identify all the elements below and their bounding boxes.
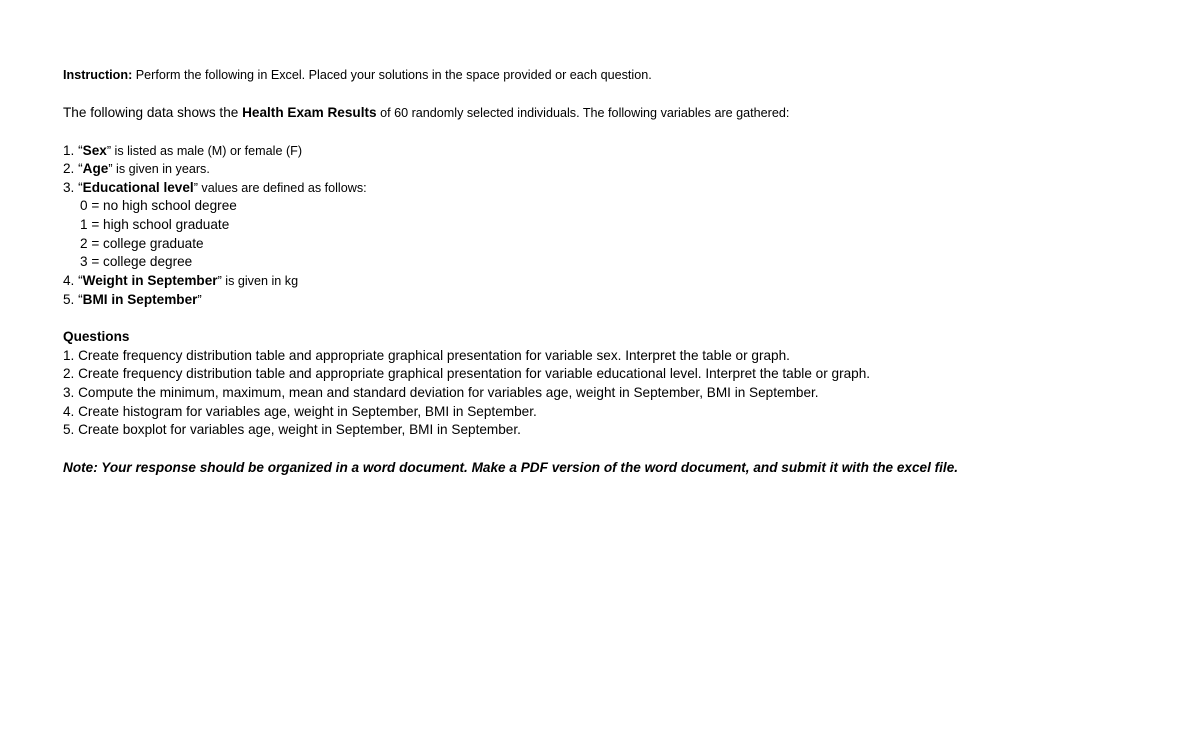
education-level-item: 0 = no high school degree: [80, 198, 237, 213]
variable-item: [63, 141, 302, 161]
variable-name: BMI in September: [82, 292, 198, 307]
instruction-line: [63, 66, 652, 85]
question-item: 2. Create frequency distribution table and appropriate graphical presentation for variable educational level. Interpret the table or graph.: [63, 366, 871, 381]
question-item: 4. Create histogram for variables age, weight in September, BMI in September.: [63, 404, 537, 419]
variable-desc: ” values are defined as follows:: [193, 181, 367, 195]
education-level-item: 3 = college degree: [80, 254, 193, 269]
education-level-item: 2 = college graduate: [80, 236, 204, 251]
variable-name: Educational level: [82, 180, 194, 195]
variable-item: [63, 159, 210, 179]
variable-item: [63, 271, 298, 291]
education-level-item: 1 = high school graduate: [80, 217, 230, 232]
intro-line: [63, 103, 789, 123]
questions-heading: [63, 327, 129, 346]
variable-name: Age: [82, 161, 109, 176]
question-item: 3. Compute the minimum, maximum, mean and standard deviation for variables age, weight in September, BMI in September.: [63, 385, 819, 400]
intro-before: The following data shows the: [63, 105, 243, 120]
variable-desc: ” is given in years.: [108, 162, 210, 176]
variable-number: 4. “: [63, 273, 83, 288]
variable-number: 2. “: [63, 161, 83, 176]
variable-number: 1. “: [63, 143, 83, 158]
variable-desc: ” is given in kg: [217, 274, 299, 288]
submission-note: Note: Your response should be organized in a word document. Make a PDF version of the word document, and submit it with the excel file.: [63, 460, 959, 475]
variable-item: [63, 178, 367, 198]
question-item: 1. Create frequency distribution table and appropriate graphical presentation for variable sex. Interpret the table or graph.: [63, 348, 790, 363]
variable-name: Sex: [82, 143, 107, 158]
variable-desc: ” is listed as male (M) or female (F): [106, 144, 303, 158]
instruction-text: Perform the following in Excel. Placed your solutions in the space provided or each question.: [132, 68, 652, 82]
question-item: 5. Create boxplot for variables age, weight in September, BMI in September.: [63, 422, 521, 437]
intro-after: of 60 randomly selected individuals. The following variables are gathered:: [376, 106, 790, 120]
intro-bold: Health Exam Results: [242, 105, 377, 120]
variable-name: Weight in September: [82, 273, 218, 288]
variable-desc: ”: [197, 293, 202, 307]
questions-heading-text: Questions: [63, 329, 130, 344]
variable-item: [63, 290, 202, 310]
instruction-label: Instruction:: [63, 68, 133, 82]
variable-number: 5. “: [63, 292, 83, 307]
variable-number: 3. “: [63, 180, 83, 195]
